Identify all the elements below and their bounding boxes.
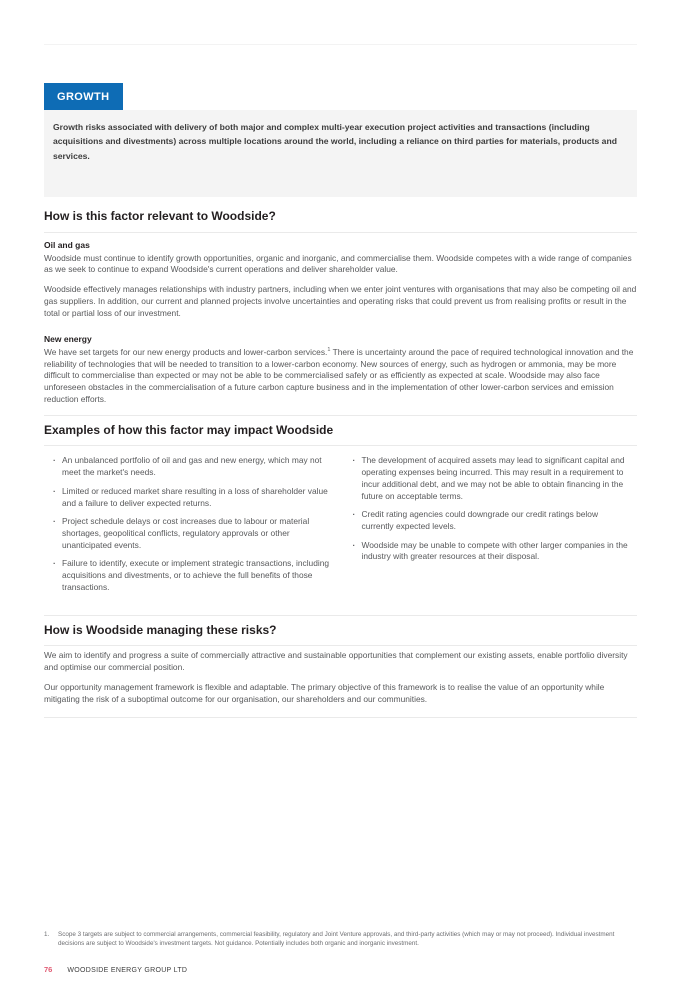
impact-list-right xyxy=(352,455,630,563)
footnote-number: 1. xyxy=(44,931,50,938)
section-title-managing: How is Woodside managing these risks? xyxy=(44,615,637,646)
list-item: · Project schedule delays or cost increases due to labour or material shortages, geopolitical conflicts, regulatory approvals or other unanticipated events. xyxy=(52,516,330,551)
page-number: 76 xyxy=(44,965,53,974)
impact-examples-left-column xyxy=(52,448,330,593)
paragraph-oil-gas-2: Woodside effectively manages relationships with industry partners, including when we enter joint ventures with organisations that may also be competing oil and gas suppliers. In addition, our current and planned projects involve uncertainties and operating risks that could prevent us from realising profits or result in the total or partial loss of our investment. xyxy=(44,284,637,318)
paragraph-oil-gas-1: Woodside must continue to identify growth opportunities, organic and inorganic, and commercialise them. Woodside competes with a wide range of companies as we seek to continue to expand Woodside's current operations and deliver shareholder value. xyxy=(44,252,632,275)
subhead-new-energy: New energy xyxy=(44,334,92,345)
bottom-divider xyxy=(44,717,637,718)
paragraph-managing-1: We aim to identify and progress a suite of commercially attractive and sustainable opportunities that complement our existing assets, enable portfolio diversity and optimise our commercial position. xyxy=(44,650,628,673)
impact-list-left xyxy=(52,455,330,593)
list-item: · Failure to identify, execute or implement strategic transactions, including acquisitions and divestments, or to achieve the full benefits of those transactions. xyxy=(52,558,330,593)
growth-risk-summary-box: Growth risks associated with delivery of both major and complex multi-year execution project activities and transactions (including acquisitions and divestments) across multiple locations around the world, including a reliance on third parties for materials, products and services. xyxy=(44,110,637,197)
page-footer xyxy=(44,965,187,974)
subhead-oil-and-gas: Oil and gas xyxy=(44,240,90,250)
list-item: · The development of acquired assets may lead to significant capital and operating expenses being incurred. This may result in a requirement to incur additional debt, and we may not be able to obtain financing in the future on acceptable terms. xyxy=(352,455,630,502)
footnote-text: Scope 3 targets are subject to commercial arrangements, commercial feasibility, regulatory and Joint Venture approvals, and third-party activities (which may or may not proceed). Individual investment decisions are subject to Woodside's investment targets. Not guidance. Potentially includes both organic and inorganic investment. xyxy=(58,931,615,947)
footnote-marker-1: 1 xyxy=(327,347,331,354)
paragraph-managing-2: Our opportunity management framework is flexible and adaptable. The primary objective of this framework is to realise the value of an opportunity while mitigating the risk of a suboptimal outcome for our organisation, our shareholders and our communities. xyxy=(44,681,605,704)
growth-section-badge: GROWTH xyxy=(44,83,123,110)
report-page xyxy=(0,44,679,1004)
new-energy-text-post: There is uncertainty around the pace of required technological innovation and the reliability of technologies that will be needed to transition to a lower-carbon economy. New sources of energy, such as hydrogen or ammonia, may be more difficult to commercialise than expected or may not be able to be commercialised safely or as efficiently as expected at scale. Woodside may also face unforeseen obstacles in the commercialisation of a future carbon capture business and in the implementation of other lower-carbon services and emission reduction efforts. xyxy=(44,346,634,404)
company-name: WOODSIDE ENERGY GROUP LTD xyxy=(67,967,188,974)
list-item: · An unbalanced portfolio of oil and gas and new energy, which may not meet the market's needs. xyxy=(52,455,330,478)
section-title-relevant: How is this factor relevant to Woodside? xyxy=(44,209,637,233)
list-item: · Credit rating agencies could downgrade our credit ratings below currently expected levels. xyxy=(352,509,630,532)
managing-section-body xyxy=(44,646,637,705)
impact-examples-right-column xyxy=(352,448,630,593)
impact-examples-columns xyxy=(44,446,637,605)
paragraph-new-energy xyxy=(44,347,637,406)
list-item: · Woodside may be unable to compete with other larger companies in the industry with greater resources at their disposal. xyxy=(352,540,630,563)
new-energy-text-pre: We have set targets for our new energy products and lower-carbon services. xyxy=(44,346,328,357)
footnote xyxy=(44,930,637,948)
section-title-examples: Examples of how this factor may impact Woodside xyxy=(44,415,637,446)
top-divider xyxy=(44,44,637,45)
relevant-section-body xyxy=(44,240,637,405)
list-item: · Limited or reduced market share resulting in a loss of shareholder value and a failure to deliver expected returns. xyxy=(52,486,330,509)
